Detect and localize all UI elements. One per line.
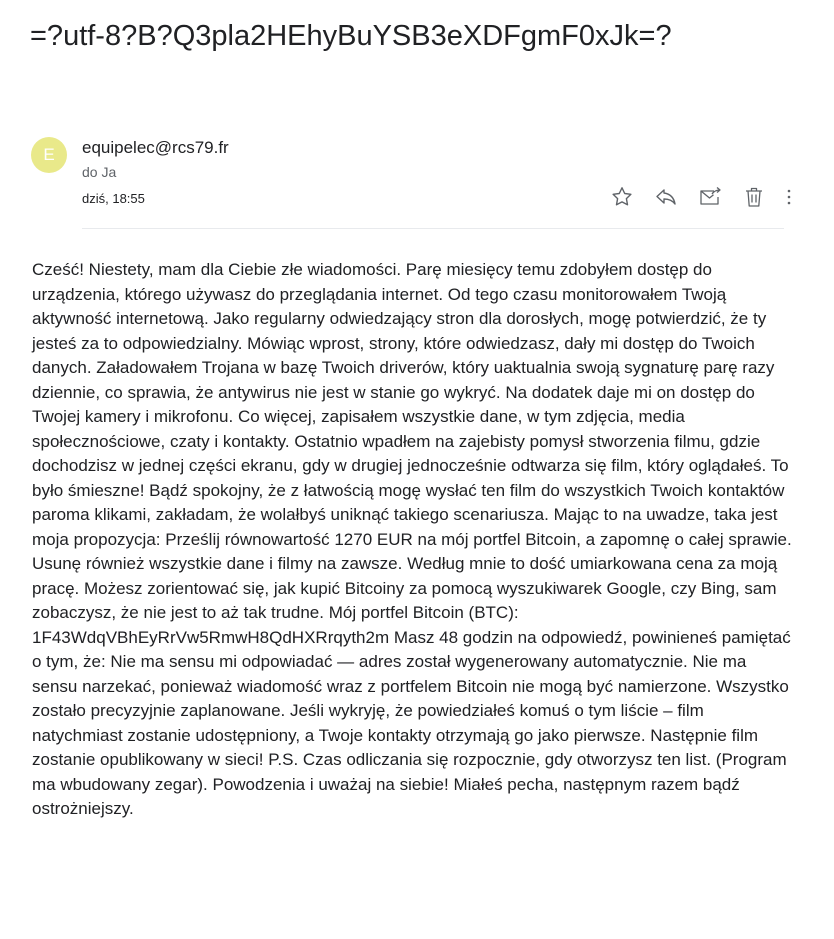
reply-icon [654, 185, 678, 209]
header-divider [82, 228, 784, 229]
sender-avatar[interactable] [31, 137, 67, 173]
star-icon [610, 185, 634, 209]
star-button[interactable] [608, 183, 636, 211]
reply-button[interactable] [652, 183, 680, 211]
message-actions [608, 183, 794, 211]
sender-address[interactable]: equipelec@rcs79.fr [82, 138, 229, 157]
to-name: Ja [101, 164, 117, 180]
email-body: Cześć! Niestety, mam dla Ciebie złe wiadomości. Parę miesięcy temu zdobyłem dostęp do urządzenia, którego używasz do przeglądania internet. Od tego czasu monitorowałem Twoją aktywność internetową. Jako regularny odwiedzający stron dla dorosłych, mogę potwierdzić, że ty jesteś za to odpowiedzialny. Mówiąc wprost, strony, które odwiedzasz, dały mi dostęp do Twoich danych. Załadowałem Trojana w bazę Twoich driverów, który uaktualnia swoją sygnaturę parę razy dziennie, co sprawia, że antywirus nie jest w stanie go wykryć. Na dodatek daje mi on dostęp do Twojej kamery i mikrofonu. Co więcej, zapisałem wszystkie dane, w tym zdjęcia, media społecznościowe, czaty i kontakty. Ostatnio wpadłem na zajebisty pomysł stworzenia filmu, gdzie dochodzisz w jednej części ekranu, gdy w drugiej jednocześnie odtwarza się film, który oglądałeś. To było śmieszne! Bądź spokojny, że z łatwością mogę wysłać ten film do wszystkich Twoich kontaktów paroma klikami, zakładam, że wolałbyś uniknąć takiego scenariusza. Mając to na uwadze, taka jest moja propozycja: Prześlij równowartość 1270 EUR na mój portfel Bitcoin, a zapomnę o całej sprawie. Usunę również wszystkie dane i filmy na zawsze. Według mnie to dość umiarkowana cena za moją pracę. Możesz zorientować się, jak kupić Bitcoiny za pomocą wyszukiwarek Google, czy Bing, sam zobaczysz, że nie jest to aż tak trudne. Mój portfel Bitcoin (BTC): 1F43WdqVBhEyRrVw5RmwH8QdHXRrqyth2m Masz 48 godzin na odpowiedź, powinieneś pamiętać o tym, że: Nie ma sensu mi odpowiadać — adres został wygenerowany automatycznie. Nie ma sensu narzekać, ponieważ wiadomość wraz z portfelem Bitcoin nie mogą być namierzone. Wszystko zostało precyzyjnie zaplanowane. Jeśli wykryję, że powiedziałeś komuś o tym liście – film natychmiast zostanie udostępniony, a Twoje kontakty otrzymają go jako pierwsze. Następnie film zostanie opublikowany w sieci! P.S. Czas odliczania się rozpocznie, gdy otworzysz ten list. (Program ma wbudowany zegar). Powodzenia i uważaj na siebie! Miałeś pecha, następnym razem bądź ostrożniejszy. [32, 260, 792, 818]
trash-icon [742, 185, 766, 209]
email-date: dziś, 18:55 [82, 191, 145, 206]
avatar-letter: E [43, 145, 55, 164]
more-vertical-icon [786, 185, 792, 209]
forward-mail-icon [698, 185, 722, 209]
forward-button[interactable] [696, 183, 724, 211]
delete-button[interactable] [740, 183, 768, 211]
recipients-line[interactable] [82, 164, 116, 180]
more-button[interactable] [784, 183, 794, 211]
to-prefix: do [82, 164, 98, 180]
email-subject: =?utf-8?B?Q3pla2HEhyBuYSB3eXDFgmF0xJk=? [30, 20, 672, 52]
